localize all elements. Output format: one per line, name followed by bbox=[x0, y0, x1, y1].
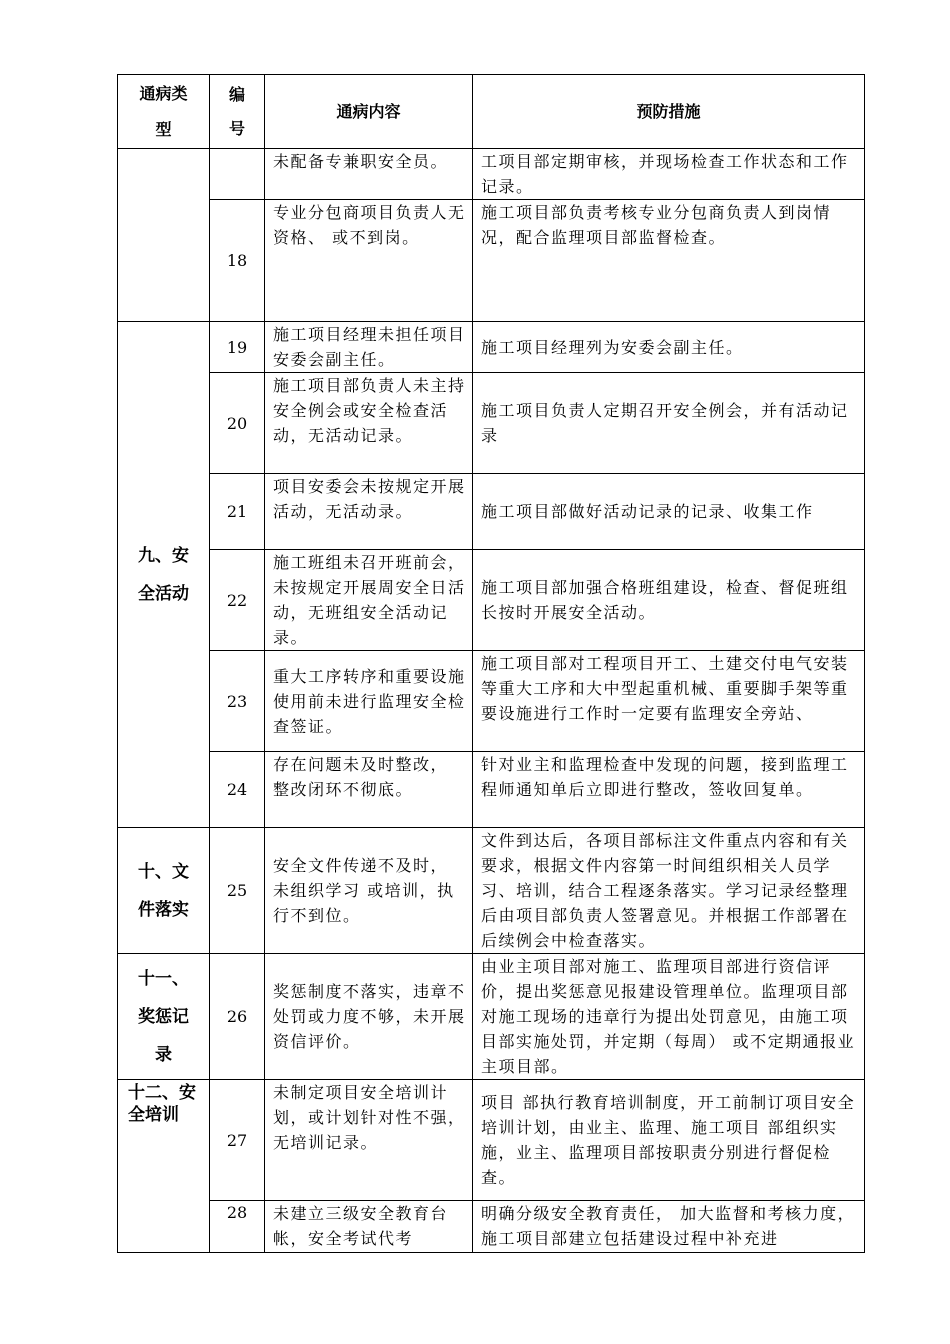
category-safety-activities: 九、安全活动 bbox=[118, 322, 210, 828]
category-document-implementation: 十、文件落实 bbox=[118, 828, 210, 954]
row-measure: 由业主项目部对施工、监理项目部进行资信评价，提出奖惩意见报建设管理单位。监理项目部对施工现场的违章行为提出处罚意见，由施工项目部实施处罚，并定期（每周） 或不定期通报业主项目部。 bbox=[473, 954, 865, 1080]
row-number bbox=[210, 149, 265, 200]
row-content: 项目安委会未按规定开展活动，无活动录。 bbox=[265, 474, 473, 550]
category-cell-empty bbox=[118, 149, 210, 322]
row-measure: 针对业主和监理检查中发现的问题，接到监理工程师通知单后立即进行整改，签收回复单。 bbox=[473, 752, 865, 828]
table-row bbox=[118, 550, 865, 651]
row-number: 18 bbox=[210, 200, 265, 322]
row-number: 28 bbox=[210, 1201, 265, 1253]
row-measure: 文件到达后，各项目部标注文件重点内容和有关要求，根据文件内容第一时间组织相关人员学习、培训，结合工程逐条落实。学习记录经整理后由项目部负责人签署意见。并根据工作部署在后续例会中检查落实。 bbox=[473, 828, 865, 954]
header-row bbox=[118, 75, 865, 149]
table-row bbox=[118, 322, 865, 373]
row-measure: 施工项目部对工程项目开工、土建交付电气安装等重大工序和大中型起重机械、重要脚手架等重要设施进行工作时一定要有监理安全旁站、 bbox=[473, 651, 865, 752]
row-number: 20 bbox=[210, 373, 265, 474]
row-number: 23 bbox=[210, 651, 265, 752]
table-row bbox=[118, 828, 865, 954]
header-category: 通病类型 bbox=[118, 75, 210, 149]
table-row bbox=[118, 651, 865, 752]
row-measure: 工项目部定期审核，并现场检查工作状态和工作记录。 bbox=[473, 149, 865, 200]
row-content: 安全文件传递不及时， 未组织学习 或培训，执行不到位。 bbox=[265, 828, 473, 954]
row-content: 专业分包商项目负责人无资格、 或不到岗。 bbox=[265, 200, 473, 322]
row-measure: 施工项目负责人定期召开安全例会，并有活动记录 bbox=[473, 373, 865, 474]
table-row bbox=[118, 373, 865, 474]
row-measure: 明确分级安全教育责任， 加大监督和考核力度， 施工项目部建立包括建设过程中补充进 bbox=[473, 1201, 865, 1253]
row-number: 25 bbox=[210, 828, 265, 954]
row-content: 施工班组未召开班前会，未按规定开展周安全日活动，无班组安全活动记录。 bbox=[265, 550, 473, 651]
row-number: 24 bbox=[210, 752, 265, 828]
category-reward-punishment: 十一、奖惩记录 bbox=[118, 954, 210, 1080]
table-row bbox=[118, 752, 865, 828]
row-content: 未制定项目安全培训计划，或计划针对性不强， 无培训记录。 bbox=[265, 1080, 473, 1201]
table-row bbox=[118, 149, 865, 200]
row-content: 未建立三级安全教育台帐，安全考试代考 bbox=[265, 1201, 473, 1253]
row-measure: 施工项目经理列为安委会副主任。 bbox=[473, 322, 865, 373]
row-number: 27 bbox=[210, 1080, 265, 1201]
category-safety-training: 十二、安全培训 bbox=[118, 1080, 210, 1253]
header-measure: 预防措施 bbox=[473, 75, 865, 149]
row-measure: 施工项目部加强合格班组建设，检查、督促班组长按时开展安全活动。 bbox=[473, 550, 865, 651]
header-content: 通病内容 bbox=[265, 75, 473, 149]
row-content: 重大工序转序和重要设施使用前未进行监理安全检查签证。 bbox=[265, 651, 473, 752]
defect-prevention-table bbox=[117, 74, 865, 1253]
row-number: 22 bbox=[210, 550, 265, 651]
row-content: 未配备专兼职安全员。 bbox=[265, 149, 473, 200]
row-measure: 项目 部执行教育培训制度，开工前制订项目安全培训计划，由业主、监理、施工项目 部组织实施，业主、监理项目部按职责分别进行督促检查。 bbox=[473, 1080, 865, 1201]
row-measure: 施工项目部做好活动记录的记录、收集工作 bbox=[473, 474, 865, 550]
table-row bbox=[118, 1080, 865, 1201]
row-number: 19 bbox=[210, 322, 265, 373]
table-row bbox=[118, 474, 865, 550]
row-number: 26 bbox=[210, 954, 265, 1080]
table-row bbox=[118, 1201, 865, 1253]
row-content: 存在问题未及时整改， 整改闭环不彻底。 bbox=[265, 752, 473, 828]
row-measure: 施工项目部负责考核专业分包商负责人到岗情况，配合监理项目部监督检查。 bbox=[473, 200, 865, 322]
row-content: 施工项目部负责人未主持安全例会或安全检查活动，无活动记录。 bbox=[265, 373, 473, 474]
header-number: 编号 bbox=[210, 75, 265, 149]
table-row bbox=[118, 200, 865, 322]
row-content: 施工项目经理未担任项目安委会副主任。 bbox=[265, 322, 473, 373]
row-number: 21 bbox=[210, 474, 265, 550]
row-content: 奖惩制度不落实，违章不处罚或力度不够，未开展资信评价。 bbox=[265, 954, 473, 1080]
table-row bbox=[118, 954, 865, 1080]
